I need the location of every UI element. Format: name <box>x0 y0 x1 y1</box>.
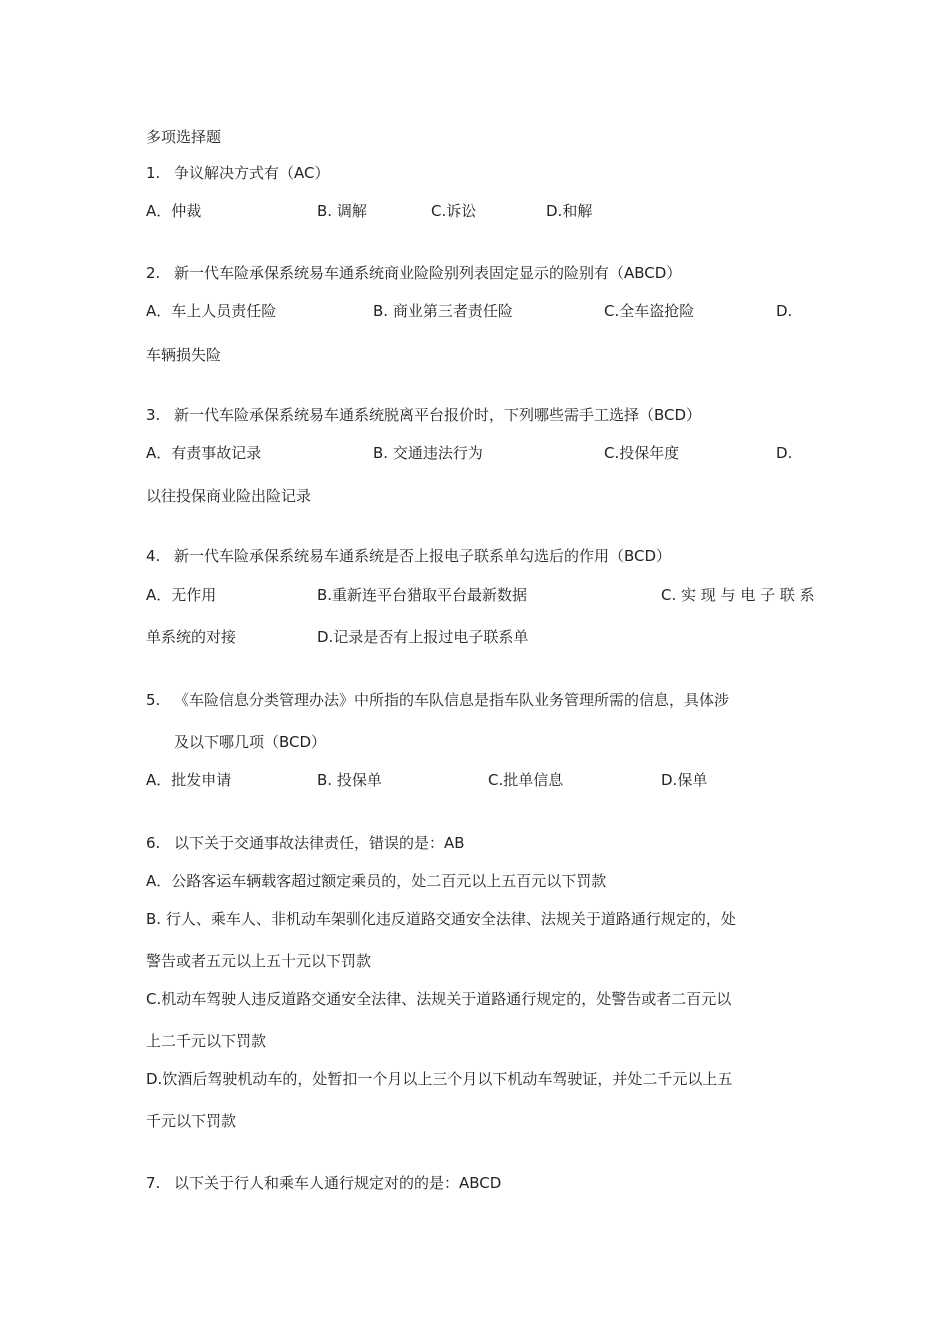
q6-option-b-line2: 警告或者五元以上五十元以下罚款 <box>146 952 372 970</box>
question-6-text: 以下关于交通事故法律责任，错误的是：AB <box>174 834 465 852</box>
question-4-number: 4. <box>146 547 161 565</box>
q6-option-d-line2: 千元以下罚款 <box>146 1112 237 1130</box>
question-2-number: 2. <box>146 264 161 282</box>
question-5-text-line1: 《车险信息分类管理办法》中所指的车队信息是指车队业务管理所需的信息，具体涉 <box>174 691 730 709</box>
question-5-text-line2: 及以下哪几项（BCD） <box>174 733 327 751</box>
question-4-text: 新一代车险承保系统易车通系统是否上报电子联系单勾选后的作用（BCD） <box>174 547 672 565</box>
q6-option-d-line1: D.饮酒后驾驶机动车的，处暂扣一个月以上三个月以下机动车驾驶证，并处二千元以上五 <box>146 1070 733 1088</box>
q5-option-a: A．批发申请 <box>146 771 232 789</box>
q2-option-a: A．车上人员责任险 <box>146 302 277 320</box>
q2-option-d-continuation: 车辆损失险 <box>146 346 222 364</box>
q1-option-d: D.和解 <box>546 202 593 220</box>
question-1-text: 争议解决方式有（AC） <box>174 164 330 182</box>
question-5-number: 5. <box>146 691 161 709</box>
q3-option-c: C.投保年度 <box>604 444 680 462</box>
section-title: 多项选择题 <box>146 128 222 146</box>
q6-option-a: A．公路客运车辆载客超过额定乘员的，处二百元以上五百元以下罚款 <box>146 872 607 890</box>
q5-option-c: C.批单信息 <box>488 771 564 789</box>
q5-option-b: B. 投保单 <box>317 771 382 789</box>
q3-option-a: A．有责事故记录 <box>146 444 262 462</box>
q4-option-d: D.记录是否有上报过电子联系单 <box>317 628 529 646</box>
question-3-text: 新一代车险承保系统易车通系统脱离平台报价时，下列哪些需手工选择（BCD） <box>174 406 702 424</box>
q2-option-c: C.全车盗抢险 <box>604 302 695 320</box>
q6-option-c-line2: 上二千元以下罚款 <box>146 1032 267 1050</box>
q3-option-d: D. <box>776 444 793 462</box>
q2-option-b: B. 商业第三者责任险 <box>373 302 513 320</box>
q3-option-d-continuation: 以往投保商业险出险记录 <box>146 487 312 505</box>
question-2-text: 新一代车险承保系统易车通系统商业险险别列表固定显示的险别有（ABCD） <box>174 264 682 282</box>
question-6-number: 6. <box>146 834 161 852</box>
q4-option-c-continuation: 单系统的对接 <box>146 628 237 646</box>
q2-option-d: D. <box>776 302 793 320</box>
q4-option-a: A．无作用 <box>146 586 217 604</box>
q1-option-a: A．仲裁 <box>146 202 202 220</box>
q6-option-b-line1: B. 行人、乘车人、非机动车架驯化违反道路交通安全法律、法规关于道路通行规定的，处 <box>146 910 736 928</box>
question-1-number: 1. <box>146 164 161 182</box>
q1-option-c: C.诉讼 <box>431 202 477 220</box>
q3-option-b: B. 交通违法行为 <box>373 444 483 462</box>
q5-option-d: D.保单 <box>661 771 708 789</box>
question-3-number: 3. <box>146 406 161 424</box>
question-7-text: 以下关于行人和乘车人通行规定对的的是：ABCD <box>174 1174 502 1192</box>
q6-option-c-line1: C.机动车驾驶人违反道路交通安全法律、法规关于道路通行规定的，处警告或者二百元以 <box>146 990 732 1008</box>
question-7-number: 7. <box>146 1174 161 1192</box>
q4-option-c: C. 实 现 与 电 子 联 系 <box>661 586 815 604</box>
q4-option-b: B.重新连平台猎取平台最新数据 <box>317 586 528 604</box>
q1-option-b: B. 调解 <box>317 202 367 220</box>
